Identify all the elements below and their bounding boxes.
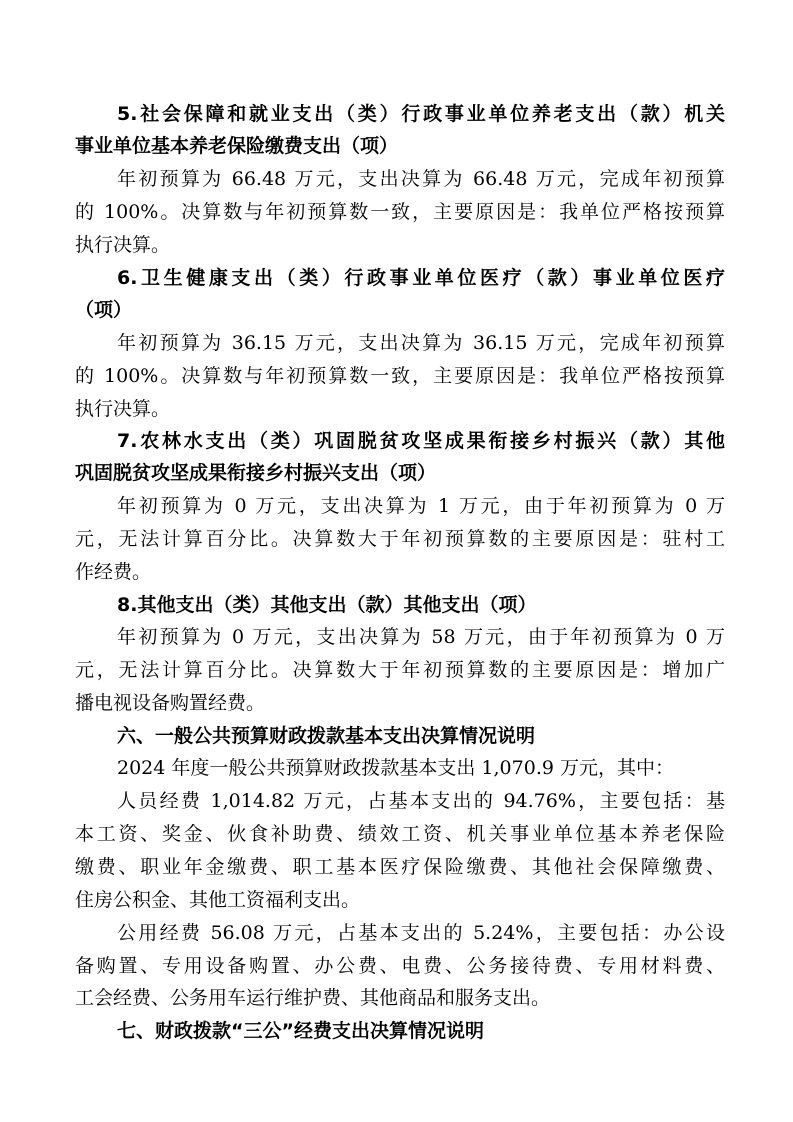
item-7-heading-line-2: 巩固脱贫攻坚成果衔接乡村振兴支出（项） (75, 462, 437, 484)
item-6-heading-line-1: 6.卫生健康支出（类）行政事业单位医疗（款）事业单位医疗 (117, 267, 725, 289)
personnel-expense-line-3: 缴费、职业年金缴费、职工基本医疗保险缴费、其他社会保障缴费、 (75, 856, 725, 878)
personnel-expense-line-2: 本工资、奖金、伙食补助费、绩效工资、机关事业单位基本养老保险 (75, 823, 725, 845)
item-5-body-line-3: 执行决算。 (75, 234, 171, 256)
item-5-heading-line-2: 事业单位基本养老保险缴费支出（项） (75, 135, 399, 157)
item-8-body-line-1: 年初预算为 0 万元，支出决算为 58 万元，由于年初预算为 0 万 (117, 626, 725, 648)
personnel-expense-line-1: 人员经费 1,014.82 万元，占基本支出的 94.76%，主要包括：基 (117, 790, 725, 812)
public-expense-line-3: 工会经费、公务用车运行维护费、其他商品和服务支出。 (75, 987, 551, 1009)
public-expense-line-1: 公用经费 56.08 万元，占基本支出的 5.24%，主要包括：办公设 (117, 922, 725, 944)
section-six-heading: 六、一般公共预算财政拨款基本支出决算情况说明 (117, 725, 536, 747)
item-6-heading-line-2: （项） (75, 299, 133, 321)
item-6-body-line-2: 的 100%。决算数与年初预算数一致，主要原因是：我单位严格按预算 (75, 365, 725, 387)
item-8-heading: 8.其他支出（类）其他支出（款）其他支出（项） (117, 594, 537, 616)
item-7-body-line-1: 年初预算为 0 万元，支出决算为 1 万元，由于年初预算为 0 万 (117, 495, 725, 517)
item-8-body-line-3: 播电视设备购置经费。 (75, 692, 266, 714)
item-8-body-line-2: 元，无法计算百分比。决算数大于年初预算数的主要原因是：增加广 (75, 659, 725, 681)
section-six-intro: 2024 年度一般公共预算财政拨款基本支出 1,070.9 万元，其中： (117, 757, 674, 779)
public-expense-line-2: 备购置、专用设备购置、办公费、电费、公务接待费、专用材料费、 (75, 955, 725, 977)
section-seven-heading: 七、财政拨款“三公”经费支出决算情况说明 (117, 1020, 484, 1042)
item-5-heading-line-1: 5.社会保障和就业支出（类）行政事业单位养老支出（款）机关 (117, 103, 725, 125)
item-7-body-line-3: 作经费。 (75, 561, 152, 583)
item-7-body-line-2: 元，无法计算百分比。决算数大于年初预算数的主要原因是：驻村工 (75, 528, 725, 550)
item-5-body-line-1: 年初预算为 66.48 万元，支出决算为 66.48 万元，完成年初预算 (117, 168, 725, 190)
item-6-body-line-3: 执行决算。 (75, 398, 171, 420)
item-6-body-line-1: 年初预算为 36.15 万元，支出决算为 36.15 万元，完成年初预算 (117, 332, 725, 354)
item-7-heading-line-1: 7.农林水支出（类）巩固脱贫攻坚成果衔接乡村振兴（款）其他 (117, 430, 725, 452)
item-5-body-line-2: 的 100%。决算数与年初预算数一致，主要原因是：我单位严格按预算 (75, 201, 725, 223)
personnel-expense-line-4: 住房公积金、其他工资福利支出。 (75, 889, 361, 911)
